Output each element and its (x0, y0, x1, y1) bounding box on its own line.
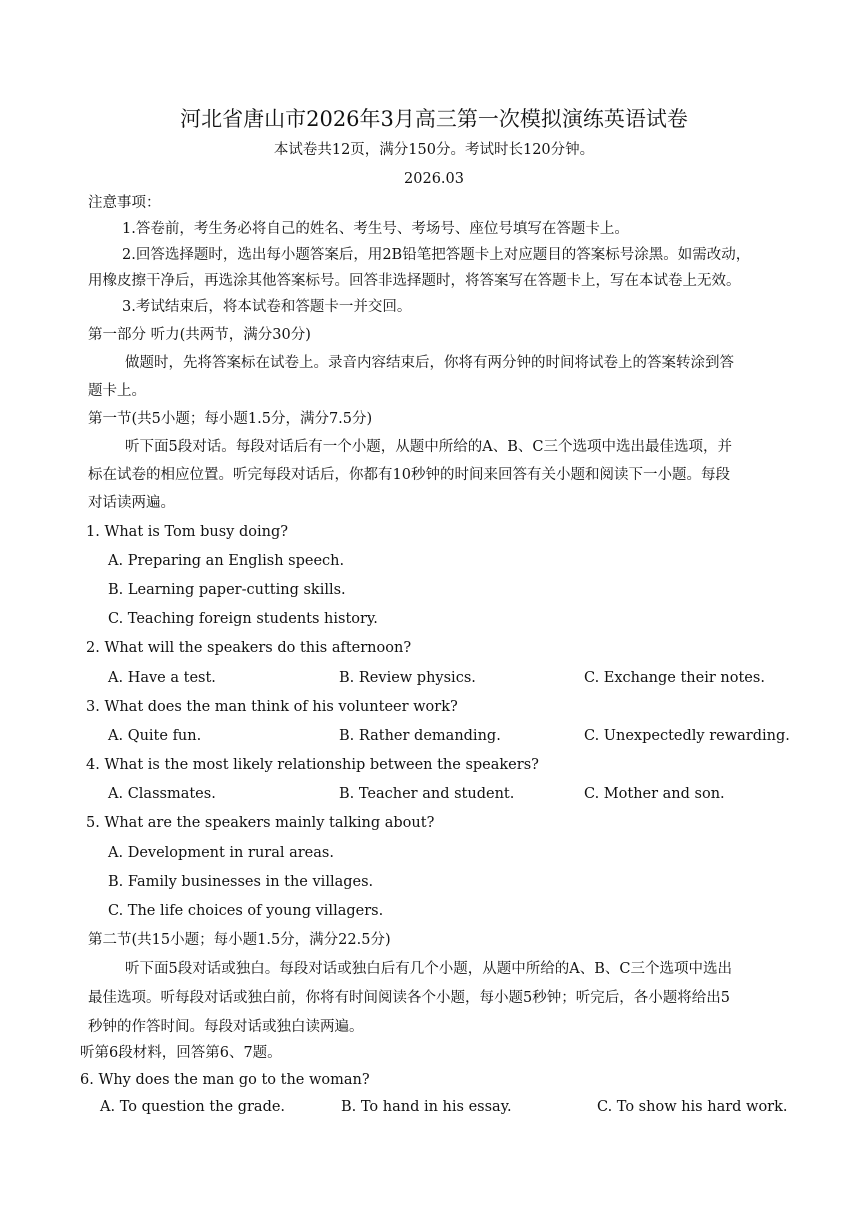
section1-heading: 第一节(共5小题；每小题1.5分，满分7.5分) (88, 411, 373, 427)
question-2-option-c: C. Exchange their notes. (584, 670, 765, 686)
exam-subtitle: 本试卷共12页，满分150分。考试时长120分钟。 (273, 142, 595, 158)
question-5-option-a: A. Development in rural areas. (108, 845, 334, 861)
section2-intro-line-2: 最佳选项。听每段对话或独白前，你将有时间阅读各个小题，每小题5秒钟；听完后，各小题将给出5 (88, 990, 730, 1006)
question-5-stem: 5. What are the speakers mainly talking about? (86, 815, 435, 831)
question-3-stem: 3. What does the man think of his volunteer work? (86, 699, 458, 715)
question-6-option-b: B. To hand in his essay. (341, 1099, 512, 1115)
notes-item-2-line-1: 2.回答选择题时，选出每小题答案后，用2B铅笔把答题卡上对应题目的答案标号涂黑。如需改动， (122, 247, 751, 263)
question-6-stem: 6. Why does the man go to the woman? (80, 1072, 370, 1088)
question-3-option-b: B. Rather demanding. (339, 728, 501, 744)
section1-intro-line-2: 标在试卷的相应位置。听完每段对话后，你都有10秒钟的时间来回答有关小题和阅读下一小题。每段 (88, 467, 730, 483)
section2-heading: 第二节(共15小题；每小题1.5分，满分22.5分) (88, 932, 391, 948)
exam-date: 2026.03 (404, 171, 464, 187)
question-5-option-b: B. Family businesses in the villages. (108, 874, 374, 890)
question-1-option-b: B. Learning paper-cutting skills. (108, 582, 346, 598)
question-5-option-c: C. The life choices of young villagers. (108, 903, 384, 919)
section1-intro-line-1: 听下面5段对话。每段对话后有一个小题，从题中所给的A、B、C三个选项中选出最佳选项，并 (125, 439, 732, 455)
question-6-option-c: C. To show his hard work. (597, 1099, 788, 1115)
notes-item-1: 1.答卷前，考生务必将自己的姓名、考生号、考场号、座位号填写在答题卡上。 (122, 221, 629, 237)
section2-intro-line-1: 听下面5段对话或独白。每段对话或独白后有几个小题，从题中所给的A、B、C三个选项中选出 (125, 961, 732, 977)
exam-title: 河北省唐山市2026年3月高三第一次模拟演练英语试卷 (180, 107, 688, 131)
part1-heading: 第一部分 听力(共两节，满分30分) (88, 327, 311, 343)
question-2-option-a: A. Have a test. (108, 670, 216, 686)
section2-intro-line-3: 秒钟的作答时间。每段对话或独白读两遍。 (88, 1019, 364, 1035)
question-4-stem: 4. What is the most likely relationship between the speakers? (86, 757, 539, 773)
part1-intro-line-1: 做题时，先将答案标在试卷上。录音内容结束后，你将有两分钟的时间将试卷上的答案转涂到答 (125, 355, 734, 371)
question-3-option-c: C. Unexpectedly rewarding. (584, 728, 790, 744)
question-2-option-b: B. Review physics. (339, 670, 476, 686)
notes-item-2-line-2: 用橡皮擦干净后，再选涂其他答案标号。回答非选择题时，将答案写在答题卡上，写在本试卷上无效。 (88, 273, 741, 289)
section1-intro-line-3: 对话读两遍。 (88, 495, 175, 511)
notes-heading: 注意事项： (88, 195, 161, 211)
part1-intro-line-2: 题卡上。 (88, 383, 146, 399)
question-1-option-c: C. Teaching foreign students history. (108, 611, 378, 627)
question-3-option-a: A. Quite fun. (108, 728, 202, 744)
question-4-option-c: C. Mother and son. (584, 786, 725, 802)
question-2-stem: 2. What will the speakers do this afternoon? (86, 640, 412, 656)
question-1-stem: 1. What is Tom busy doing? (86, 524, 288, 540)
question-4-option-b: B. Teacher and student. (339, 786, 515, 802)
material-instruction: 听第6段材料，回答第6、7题。 (80, 1045, 282, 1061)
notes-item-3: 3.考试结束后，将本试卷和答题卡一并交回。 (122, 299, 412, 315)
question-6-option-a: A. To question the grade. (100, 1099, 286, 1115)
question-1-option-a: A. Preparing an English speech. (108, 553, 345, 569)
question-4-option-a: A. Classmates. (108, 786, 216, 802)
